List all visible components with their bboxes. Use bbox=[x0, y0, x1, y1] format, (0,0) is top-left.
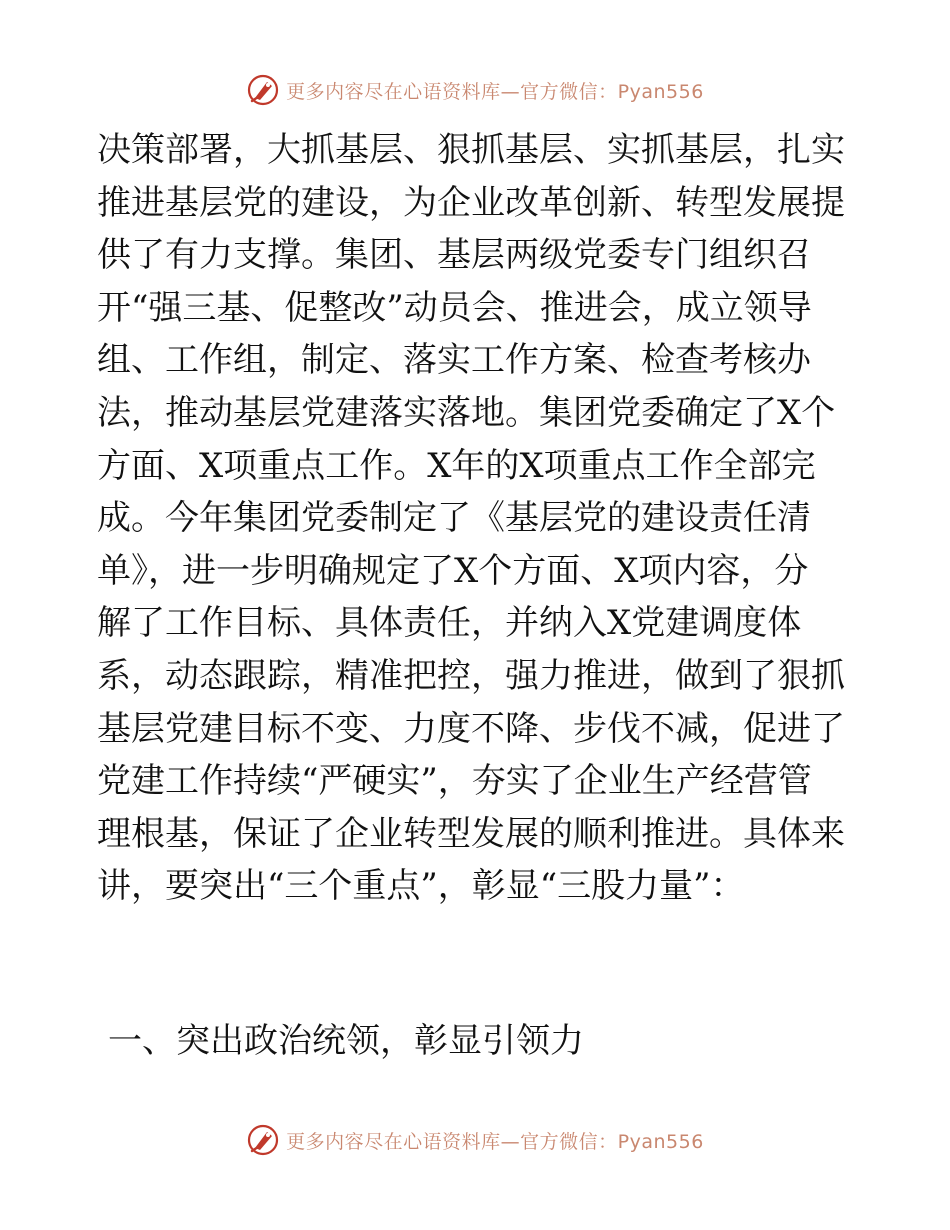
paragraph-line: 法，推动基层党建落实落地。集团党委确定了X个 bbox=[97, 392, 836, 433]
paragraph-line: 基层党建目标不变、力度不降、步伐不减，促进了 bbox=[97, 708, 845, 749]
paragraph-line: 讲，要突出“三个重点”，彰显“三股力量”： bbox=[97, 866, 745, 907]
paragraph-line: 系，动态跟踪，精准把控，强力推进，做到了狠抓 bbox=[97, 655, 845, 696]
paragraph-line: 推进基层党的建设，为企业改革创新、转型发展提 bbox=[97, 182, 845, 223]
paragraph-line: 成。今年集团党委制定了《基层党的建设责任清 bbox=[97, 498, 811, 539]
paragraph-line: 决策部署，大抓基层、狠抓基层、实抓基层，扎实 bbox=[97, 130, 845, 170]
section-heading: 一、突出政治统领，彰显引领力 bbox=[108, 1021, 584, 1061]
pen-nib-logo-icon bbox=[246, 1123, 280, 1157]
watermark-text: 更多内容尽在心语资料库—官方微信：Pyan556 bbox=[286, 1130, 704, 1153]
paragraph-line: 供了有力支撑。集团、基层两级党委专门组织召 bbox=[97, 235, 811, 276]
pen-nib-logo-icon bbox=[246, 73, 280, 107]
document-body bbox=[97, 124, 857, 913]
footer-watermark bbox=[0, 1120, 950, 1160]
header-watermark bbox=[0, 70, 950, 110]
paragraph-line: 解了工作目标、具体责任，并纳入X党建调度体 bbox=[97, 603, 802, 644]
paragraph-line: 单》，进一步明确规定了X个方面、X项内容，分 bbox=[97, 550, 809, 591]
paragraph-line: 理根基，保证了企业转型发展的顺利推进。具体来 bbox=[97, 813, 845, 854]
watermark-text: 更多内容尽在心语资料库—官方微信：Pyan556 bbox=[286, 80, 704, 103]
paragraph-line: 方面、X项重点工作。X年的X项重点工作全部完 bbox=[97, 445, 816, 486]
paragraph-line: 组、工作组，制定、落实工作方案、检查考核办 bbox=[97, 340, 811, 381]
paragraph-line: 党建工作持续“严硬实”，夯实了企业生产经营管 bbox=[97, 761, 812, 802]
paragraph-line: 开“强三基、促整改”动员会、推进会，成立领导 bbox=[97, 287, 812, 328]
